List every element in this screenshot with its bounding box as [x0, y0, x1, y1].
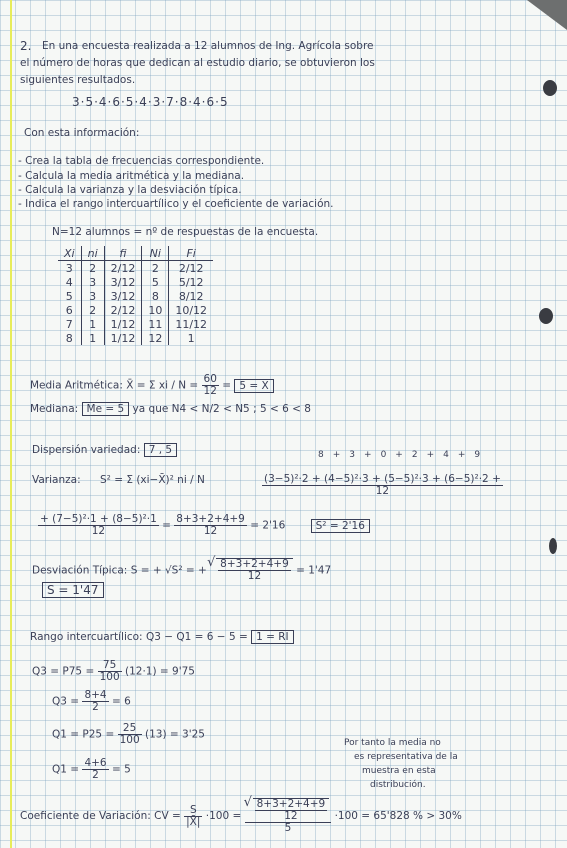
q1-line1 [52, 723, 205, 746]
variance-fraction [38, 514, 159, 537]
table-row [58, 261, 213, 276]
margin-line [10, 0, 12, 848]
q1-numerator: 4+6 [84, 757, 107, 769]
mean-denominator: 12 [203, 385, 217, 398]
table-cell: 7 [65, 317, 73, 331]
variance-formula: S² = Σ (xi−X̄)² ni / N [100, 474, 205, 486]
table-cell: 1/12 [104, 331, 142, 345]
variance-denominator: 12 [91, 525, 106, 538]
stddev-denominator: 12 [247, 570, 262, 583]
note-line: distribución. [370, 780, 426, 790]
median-section [30, 403, 311, 415]
table-cell: 8 [142, 289, 169, 303]
cv-inner-numerator: √ 8+3+2+4+9 [256, 798, 326, 810]
mean-fraction [202, 374, 219, 397]
with-info-label: Con esta información: [24, 127, 140, 139]
table-cell: 1 [81, 317, 104, 331]
q3-denominator: 100 [99, 671, 120, 684]
variance-numerator: (3−5)²·2 + (4−5)²·3 + (5−5)²·3 + (6−5)²·2 + [264, 473, 501, 485]
iqr-section [30, 631, 294, 643]
median-reason: ya que N4 < N/2 < N5 ; 5 < 6 < 8 [132, 403, 311, 415]
table-row [58, 303, 213, 317]
q1-denominator: 100 [119, 734, 140, 747]
table-intro: N=12 alumnos = nº de respuestas de la encuesta. [52, 226, 319, 238]
table-cell: 8/12 [169, 289, 213, 303]
q3-fraction [82, 690, 108, 713]
cv-outer-numerator [245, 798, 332, 823]
mean-formula: X̄ = Σ xi / N [126, 379, 187, 392]
q3-denominator: 2 [92, 701, 99, 714]
intro-line: el número de horas que dedican al estudio diario, se obtuvieron los [20, 57, 375, 69]
annotation: + [332, 450, 350, 460]
task-item: - Calcula la media aritmética y la mediana. [18, 170, 245, 182]
stddev-boxed-wrap [42, 584, 104, 598]
table-cell: 1 [81, 331, 104, 345]
variance-numerator: + (7−5)²·1 + (8−5)²·1 [40, 513, 157, 525]
table-row [58, 331, 213, 345]
table-header-row [58, 246, 213, 261]
cv-section [20, 798, 462, 834]
iqr-boxed: 1 = RI [251, 630, 294, 644]
median-label: Mediana: [30, 403, 79, 415]
dispersion-section [32, 444, 177, 456]
table-cell: 5 [65, 289, 73, 303]
variance-boxed: S² = 2'16 [311, 519, 370, 533]
cv-formula: CV = [154, 810, 181, 823]
mean-result: 5 = X̄ [234, 379, 273, 393]
note-line: es representativa de la [354, 752, 458, 762]
table-row [58, 275, 213, 289]
stddev-section [32, 558, 331, 582]
q3-suffix: (12·1) = 9'75 [124, 665, 195, 678]
table-cell: 8 [65, 331, 73, 345]
variance-sum-den: 12 [203, 525, 218, 538]
dispersion-boxed: 7 , 5 [144, 443, 177, 457]
q3-numerator: 8+4 [84, 689, 107, 701]
table-header: Xi [58, 246, 81, 261]
page-corner [527, 0, 567, 30]
q3-fraction [98, 660, 122, 683]
binder-hole [549, 538, 557, 554]
cv-result: ·100 = 65'828 % > 30% [334, 810, 462, 823]
table-cell: 2 [142, 261, 169, 276]
table-cell: 10/12 [169, 303, 213, 317]
table-cell: 2 [81, 261, 104, 276]
data-series: 3·5·4·6·5·4·3·7·8·4·6·5 [72, 95, 229, 109]
problem-number: 2. [20, 39, 32, 53]
q1-line2 [52, 758, 131, 781]
annotation: + [426, 450, 444, 460]
annotation: + [457, 450, 475, 460]
q1-suffix: (13) = 3'25 [144, 728, 205, 741]
note-line: muestra en esta [362, 766, 436, 776]
table-header: Ni [142, 246, 169, 261]
q3-prefix: Q3 = [52, 695, 80, 708]
table-header: fi [104, 246, 142, 261]
cv-outer-denominator: 5 [284, 822, 292, 835]
table-cell: 3 [81, 275, 104, 289]
mean-label: Media Aritmética: [30, 379, 123, 392]
table-cell: 1 [169, 331, 213, 345]
dispersion-label: Dispersión variedad: [32, 444, 141, 456]
q1-prefix: Q1 = P25 = [52, 728, 115, 741]
annotation: 0 [380, 450, 396, 460]
intro-line: siguientes resultados. [20, 74, 136, 86]
task-item: - Crea la tabla de frecuencias correspondiente. [18, 155, 265, 167]
variance-value: = 2'16 [250, 519, 286, 532]
intro-line: En una encuesta realizada a 12 alumnos de Ing. Agrícola sobre [42, 40, 374, 52]
q1-denominator: 2 [92, 769, 99, 782]
cv-denominator: |X̄| [186, 815, 201, 828]
variance-step2: $\frac{\text{+ (7−5)²·1 + (8−5)²·1}}{12}$ = $\frac{8+3+2+4+9}{12}$ = 2'16 S² = 2'16 [38, 514, 370, 537]
table-row [58, 289, 213, 303]
cv-outer-fraction [245, 798, 332, 834]
table-cell: 12 [142, 331, 169, 345]
q3-suffix: = 6 [111, 695, 131, 708]
table-header: Fi [169, 246, 213, 261]
cv-label: Coeficiente de Variación: [20, 810, 151, 823]
q1-prefix: Q1 = [52, 763, 80, 776]
stddev-radical [216, 558, 293, 582]
annotation: + [395, 450, 412, 460]
table-cell: 2/12 [104, 261, 142, 276]
annotation: 8 [318, 450, 333, 460]
table-row [58, 317, 213, 331]
stddev-label: Desviación Típica: [32, 564, 128, 577]
stddev-boxed: S = 1'47 [42, 582, 104, 598]
table-cell: 1/12 [104, 317, 142, 331]
table-cell: 5/12 [169, 275, 213, 289]
table-cell: 2/12 [169, 261, 213, 276]
annotation: 2 [411, 450, 427, 460]
iqr-formula: Q3 − Q1 = 6 − 5 = [145, 631, 248, 643]
table-header: ni [81, 246, 104, 261]
variance-sum-fraction [174, 514, 247, 537]
cv-fraction [184, 805, 202, 828]
cv-inner-fraction [255, 799, 328, 822]
annotation: 9 [474, 450, 490, 460]
table-cell: 10 [142, 303, 169, 317]
cv-times: ·100 = [205, 810, 242, 823]
mean-section: Media Aritmética: X̄ = Σ xi / N = $\frac{60}{12}$ = 5 = X̄ [30, 374, 274, 397]
frequency-table [58, 246, 213, 345]
variance-fraction [262, 474, 503, 497]
mean-numerator: 60 [203, 373, 217, 385]
q1-suffix: = 5 [111, 763, 131, 776]
variance-denominator: 12 [375, 485, 390, 498]
q1-fraction [118, 723, 142, 746]
variance-sum: 8+3+2+4+9 [176, 513, 245, 525]
table-cell: 5 [142, 275, 169, 289]
variance-label: Varianza: [32, 474, 81, 486]
table-cell: 3/12 [104, 275, 142, 289]
table-cell: 2 [81, 303, 104, 317]
cv-numerator: S [184, 805, 202, 817]
q1-numerator: 25 [118, 723, 142, 735]
q3-line1 [32, 660, 195, 683]
stddev-fraction [218, 559, 291, 582]
table-cell: 11/12 [169, 317, 213, 331]
cv-radical [253, 798, 330, 822]
cv-inner-denominator: 12 [284, 810, 298, 823]
stddev-formula: S = + √S² = + [130, 564, 207, 577]
note-line: Por tanto la media no [344, 738, 441, 748]
table-cell: 3 [65, 261, 73, 275]
annotation: 3 [349, 450, 365, 460]
task-item: - Indica el rango intercuartílico y el coeficiente de variación. [18, 198, 334, 210]
variance-step1 [262, 474, 503, 497]
q3-line2 [52, 690, 131, 713]
task-item: - Calcula la varianza y la desviación típica. [18, 184, 242, 196]
table-cell: 11 [142, 317, 169, 331]
binder-hole [539, 308, 553, 324]
variance-annotations [318, 450, 489, 460]
table-cell: 3 [81, 289, 104, 303]
binder-hole [543, 80, 557, 96]
table-cell: 4 [65, 275, 73, 289]
stddev-value: = 1'47 [296, 564, 332, 577]
q3-prefix: Q3 = P75 = [32, 665, 95, 678]
median-result: Me = 5 [82, 402, 130, 416]
annotation: + [364, 450, 381, 460]
iqr-label: Rango intercuartílico: [30, 631, 143, 643]
stddev-numerator: √ 8+3+2+4+9 [220, 558, 289, 570]
q1-fraction [82, 758, 108, 781]
q3-numerator: 75 [98, 660, 122, 672]
annotation: 4 [443, 450, 458, 460]
table-cell: 3/12 [104, 289, 142, 303]
table-cell: 6 [65, 303, 73, 317]
table-cell: 2/12 [104, 303, 142, 317]
